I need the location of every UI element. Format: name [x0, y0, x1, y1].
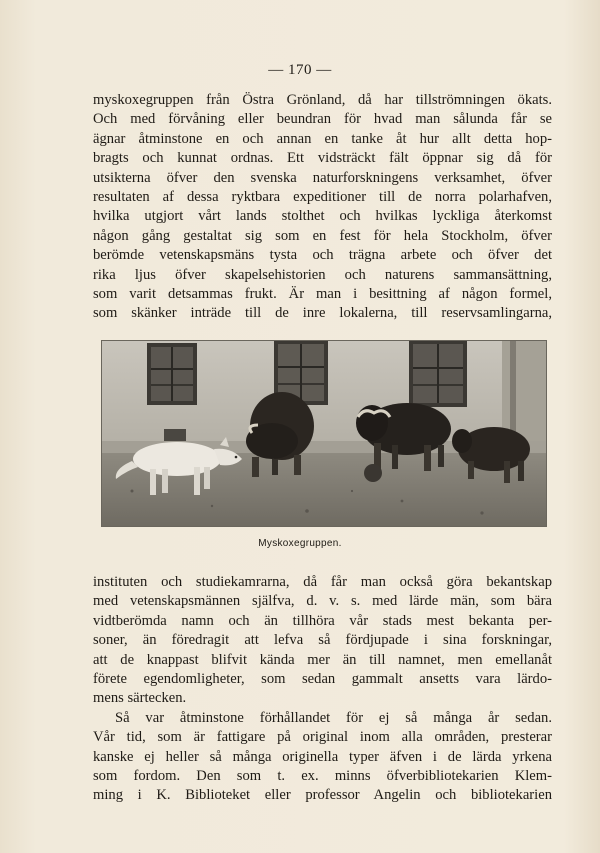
text-line: bragts och kunnat ordnas. Ett vidsträckt fält öppnar sig då för: [93, 150, 552, 167]
text-line: som varit detsammas frukt. Är man i besittning af någon formel,: [93, 286, 552, 303]
window: [409, 341, 467, 407]
text-line: hvilka utgjort vårt lands stolthet och hvilkas lyckliga återkomst: [93, 208, 552, 225]
text-line: instituten och studiekamrarna, då får man också göra bekantskap: [93, 574, 552, 590]
text-line: berömde vetenskapsmäns tysta och trägna arbete och öfver det: [93, 247, 552, 264]
text-line: förete egendomligheter, som sedan gammalt ansetts vara lärdo-: [93, 671, 552, 688]
text-line: myskoxegruppen från Östra Grönland, då har tillströmningen ökats.: [93, 92, 552, 108]
text-block-bottom: [93, 573, 552, 806]
text-line: Så var åtminstone förhållandet för ej så många år sedan.: [115, 709, 552, 726]
text-line: kanske ej heller så många originella typer äfven i de lärda yrkena: [93, 748, 552, 765]
text-line: med vetenskapsmännen själfva, d. v. s. med lärde män, som bära: [93, 593, 552, 610]
text-line: att de knappast blifvit kända mer än till namnet, men emellanåt: [93, 651, 552, 668]
text-line: Och med förvåning eller beundran för hvad man sålunda får se: [93, 111, 552, 128]
page-number: — 170 —: [268, 62, 332, 78]
text-line: Vår tid, som är fattigare på original inom alla områden, presterar: [93, 729, 552, 746]
text-line: ägnar åtminstone en och annan en tanke åt hur allt detta hop-: [93, 130, 552, 147]
text-block-top: [93, 91, 552, 324]
text-line: soner, än föredragit att lefva så fördjupade i sina forskningar,: [93, 632, 552, 649]
text-line: någon gång gestaltat sig som en fest för hela Stockholm, öfver: [93, 227, 552, 244]
text-line: som fordom. Den som t. ex. minns öfverbibliotekarien Klem-: [93, 768, 552, 785]
text-line: ming i K. Biblioteket eller professor Angelin och bibliotekarien: [93, 787, 552, 804]
window: [147, 343, 197, 405]
text-line: vidtberömda namn och än tillhöra vår stads mest bekanta per-: [93, 612, 552, 629]
text-line: som skänker inträde till de inre lokalerna, till reservsamlingarna,: [93, 305, 552, 322]
text-line: mens särtecken.: [93, 690, 187, 707]
text-line: resultaten af dessa ryktbara expeditioner till de norra polarhafven,: [93, 189, 552, 206]
muskox-group-photo: [101, 340, 547, 527]
text-line: rika ljus öfver skapelsehistorien och naturens sammansättning,: [93, 266, 552, 283]
text-line: utsikterna öfver den svenska naturforskningens verksamhet, öfver: [93, 169, 552, 186]
figure-caption: Myskoxegruppen.: [258, 538, 342, 549]
